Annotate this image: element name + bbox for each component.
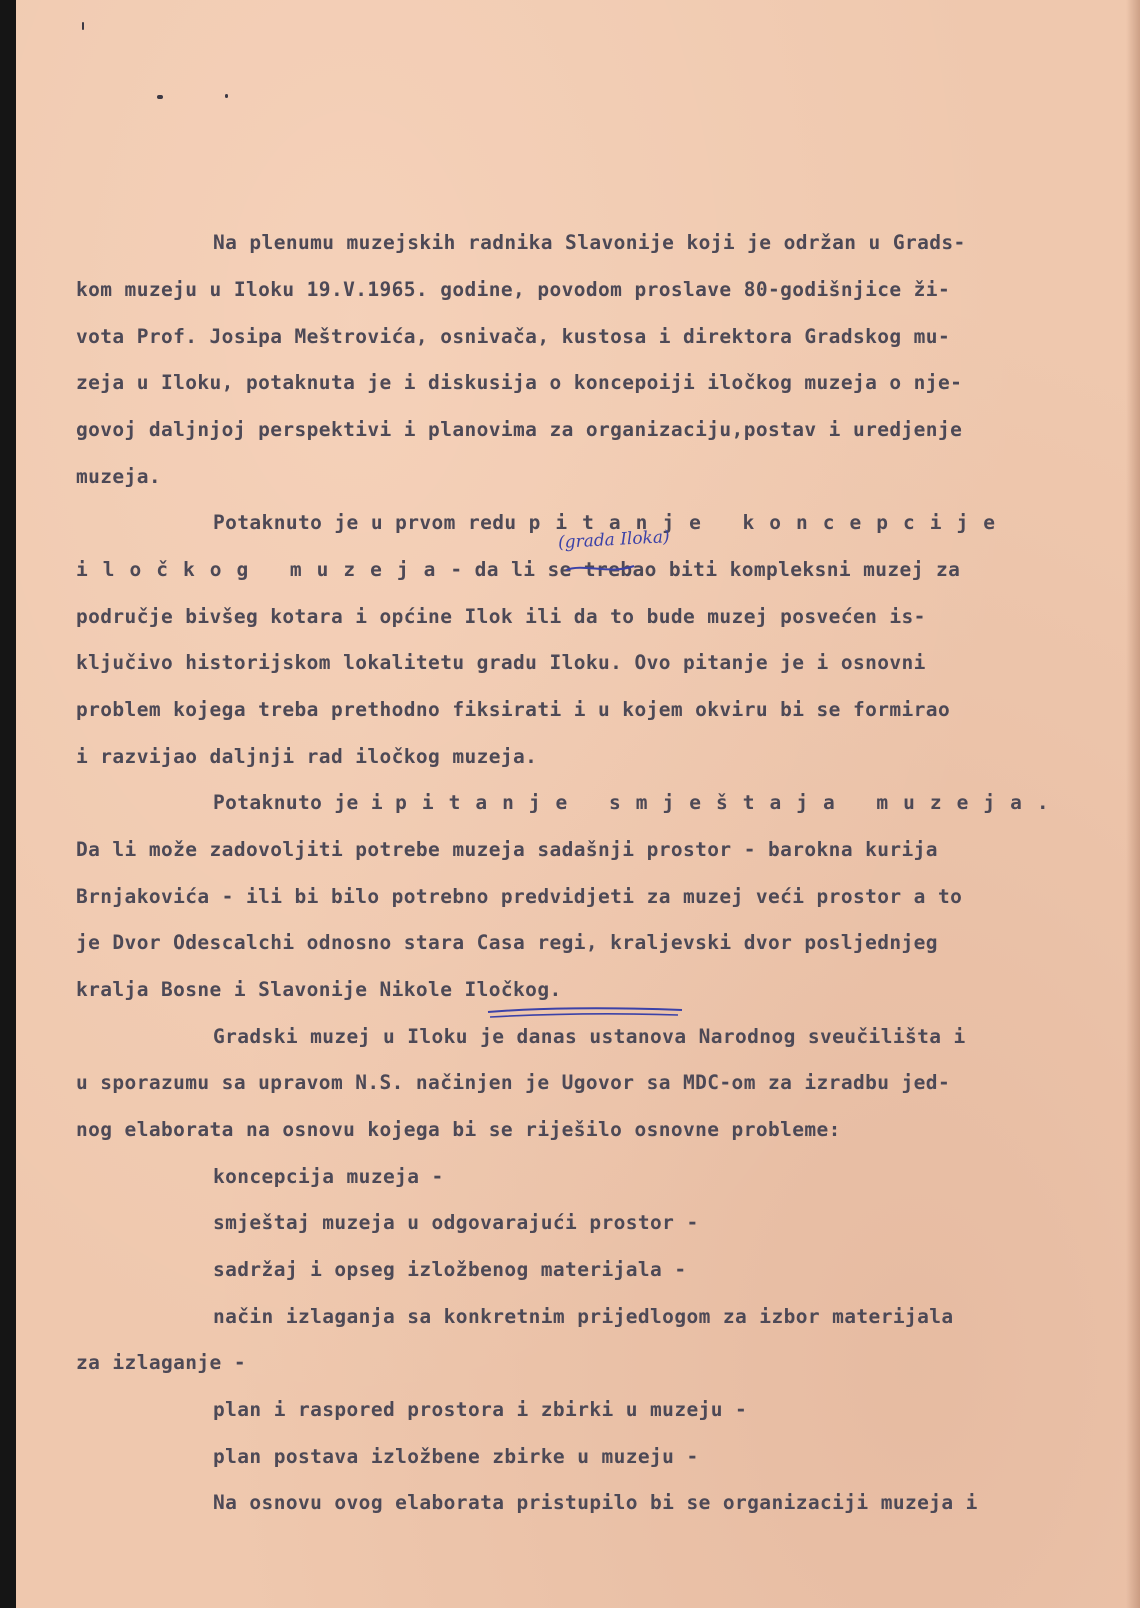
list-item: sadržaj i opseg izložbenog materijala -: [213, 1258, 687, 1281]
spaced-emphasis: iločkog muzeja: [76, 558, 451, 581]
closing-line-1: Na osnovu ovog elaborata pristupilo bi se organizaciji muzeja i: [213, 1491, 978, 1514]
handwritten-strikeout: [564, 560, 636, 576]
paragraph-2-line-2-rest: - da li se trebao biti kompleksni muzej za: [450, 558, 961, 581]
handwritten-underline: [486, 1004, 686, 1022]
paragraph-2-line-6: i razvijao daljnji rad iločkog muzeja.: [76, 745, 538, 768]
list-item-continuation: za izlaganje -: [76, 1351, 246, 1374]
paragraph-2-line-2: [76, 559, 960, 581]
document-page: [16, 0, 1140, 1608]
paragraph-1-line-2: kom muzeju u Iloku 19.V.1965. godine, povodom proslave 80-godišnjice ži-: [76, 278, 951, 301]
handwritten-insertion: (grada Iloka): [557, 527, 671, 553]
page-edge-shadow: [1126, 0, 1140, 1608]
ink-speck: [225, 94, 228, 98]
paragraph-4-line-3: nog elaborata na osnovu kojega bi se riješilo osnovne probleme:: [76, 1118, 841, 1141]
ink-speck: [157, 95, 163, 99]
paragraph-1-line-6: muzeja.: [76, 465, 161, 488]
paragraph-3-line-1-start: Potaknuto je i: [213, 791, 396, 814]
paragraph-2-line-3: područje bivšeg kotara i općine Ilok ili da to bude muzej posvećen is-: [76, 605, 926, 628]
paragraph-3-line-2: Da li može zadovoljiti potrebe muzeja sadašnji prostor - barokna kurija: [76, 838, 938, 861]
list-item: smještaj muzeja u odgovarajući prostor -: [213, 1211, 699, 1234]
list-item: plan i raspored prostora i zbirki u muzeju -: [213, 1398, 748, 1421]
paragraph-3-line-4: je Dvor Odescalchi odnosno stara Casa regi, kraljevski dvor posljednjeg: [76, 931, 938, 954]
paragraph-1-line-5: govoj daljnjoj perspektivi i planovima za organizaciju,postav i uredjenje: [76, 418, 963, 441]
paragraph-3-line-5: kralja Bosne i Slavonije Nikole Iločkog.: [76, 978, 562, 1001]
paragraph-1-line-1: Na plenumu muzejskih radnika Slavonije koji je održan u Grads-: [213, 231, 966, 254]
list-item: koncepcija muzeja -: [213, 1165, 444, 1188]
paragraph-4-line-1: Gradski muzej u Iloku je danas ustanova Narodnog sveučilišta i: [213, 1025, 966, 1048]
paragraph-2-line-4: ključivo historijskom lokalitetu gradu Iloku. Ovo pitanje je i osnovni: [76, 651, 926, 674]
paragraph-3-line-3: Brnjakovića - ili bi bilo potrebno predvidjeti za muzej veći prostor a to: [76, 885, 963, 908]
paragraph-3-line-1: [213, 792, 1064, 814]
list-item: način izlaganja sa konkretnim prijedlogom za izbor materijala: [213, 1305, 954, 1328]
spaced-emphasis: pitanje smještaja muzeja.: [395, 791, 1064, 814]
paragraph-2-line-5: problem kojega treba prethodno fiksirati i u kojem okviru bi se formirao: [76, 698, 951, 721]
spaced-emphasis: pitanje koncepcije: [528, 511, 1010, 534]
paragraph-2-line-1-start: Potaknuto je u prvom redu: [213, 511, 529, 534]
paragraph-1-line-3: vota Prof. Josipa Meštrovića, osnivača, kustosa i direktora Gradskog mu-: [76, 325, 951, 348]
list-item: plan postava izložbene zbirke u muzeju -: [213, 1445, 699, 1468]
paragraph-4-line-2: u sporazumu sa upravom N.S. načinjen je Ugovor sa MDC-om za izradbu jed-: [76, 1071, 951, 1094]
paragraph-1-line-4: zeja u Iloku, potaknuta je i diskusija o koncepoiji iločkog muzeja o nje-: [76, 371, 963, 394]
ink-speck: [82, 22, 84, 30]
